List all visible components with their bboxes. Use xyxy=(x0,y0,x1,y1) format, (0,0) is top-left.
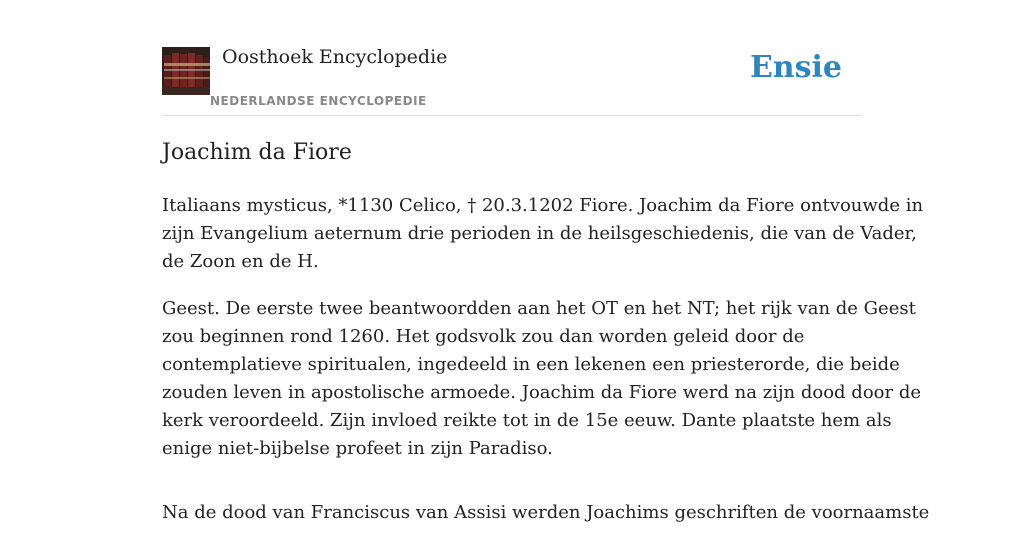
paragraph-line: contemplatieve spiritualen, ingedeeld in een lekenen een priesterorde, die beide xyxy=(162,354,900,375)
paragraph-line: enige niet-bijbelse profeet in zijn Paradiso. xyxy=(162,438,553,459)
brand-logo-link[interactable]: Ensie xyxy=(749,50,842,85)
article-body xyxy=(162,192,930,546)
paragraph-line: zouden leven in apostolische armoede. Joachim da Fiore werd na zijn dood door de xyxy=(162,382,921,403)
encyclopedia-books-logo-icon[interactable] xyxy=(162,47,210,95)
paragraph-line: zou beginnen rond 1260. Het godsvolk zou dan worden geleid door de xyxy=(162,326,805,347)
site-subtitle: NEDERLANDSE ENCYCLOPEDIE xyxy=(210,94,427,108)
paragraph-line: kerk veroordeeld. Zijn invloed reikte tot in de 15e eeuw. Dante plaatste hem als xyxy=(162,410,892,431)
article-paragraph xyxy=(162,295,921,463)
article-paragraph xyxy=(162,192,924,276)
site-header xyxy=(162,0,862,116)
site-title[interactable]: Oosthoek Encyclopedie xyxy=(222,46,448,68)
article-title: Joachim da Fiore xyxy=(162,140,352,165)
paragraph-line: Geest. De eerste twee beantwoordden aan het OT en het NT; het rijk van de Geest xyxy=(162,298,916,319)
paragraph-line: Na de dood van Franciscus van Assisi werden Joachims geschriften de voornaamste xyxy=(162,502,930,523)
paragraph-line: zijn Evangelium aeternum drie perioden in de heilsgeschiedenis, die van de Vader, xyxy=(162,223,917,244)
paragraph-line: de Zoon en de H. xyxy=(162,251,319,272)
paragraph-line: Italiaans mysticus, *1130 Celico, † 20.3.1202 Fiore. Joachim da Fiore ontvouwde in xyxy=(162,195,924,216)
page xyxy=(162,0,930,523)
article-paragraph xyxy=(162,499,930,527)
